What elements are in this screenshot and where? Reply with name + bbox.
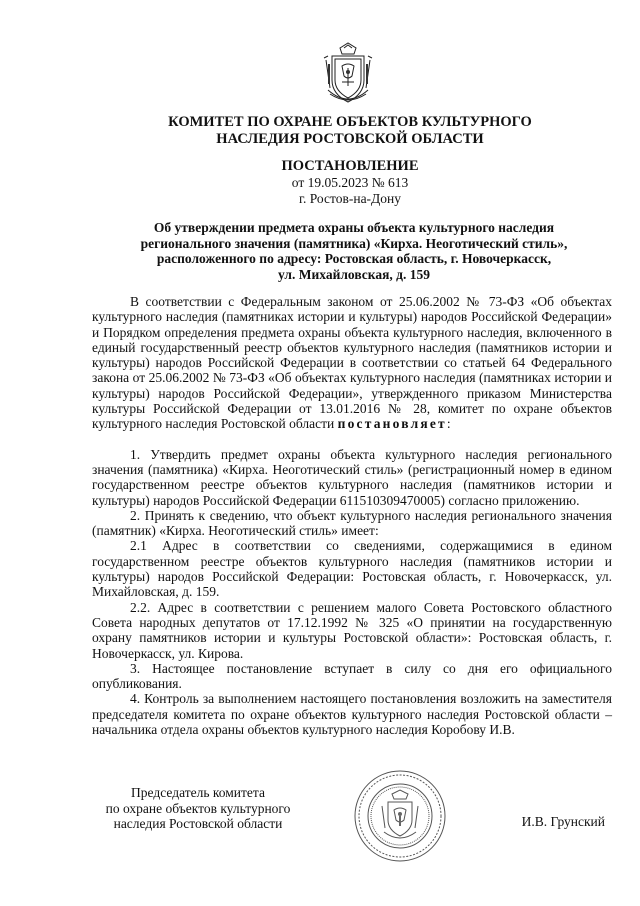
coat-of-arms-icon (322, 42, 374, 108)
signatory-title-line: наследия Ростовской области (113, 816, 283, 831)
org-name-line2: НАСЛЕДИЯ РОСТОВСКОЙ ОБЛАСТИ (216, 131, 484, 147)
subject-line: расположенного по адресу: Ростовская область, г. Новочеркасск, (156, 251, 552, 266)
signatory-title-line: Председатель комитета (131, 785, 265, 800)
item-2-1: 2.1 Адрес в соответствии со сведениями, содержащимися в едином государственном реестре объектов культурного наследия (памятников истории и культуры) народов Российской Федерации: Ростовская область, г. Новочеркасск, ул. Михайловская, д. 159. (92, 538, 612, 600)
document-body (92, 294, 612, 737)
item-1: 1. Утвердить предмет охраны объекта культурного наследия регионального значения (памятника) «Кирха. Неоготический стиль» (регистрационный номер в едином государственном реестре объектов культурного наследия (памятников истории и культуры) народов Российской Федерации 611510309470005) согласно приложению. (92, 446, 612, 508)
document-subject (96, 220, 612, 282)
org-name-line1: КОМИТЕТ ПО ОХРАНЕ ОБЪЕКТОВ КУЛЬТУРНОГО (168, 114, 532, 130)
preamble-text: В соответствии с Федеральным законом от 25.06.2002 № 73-ФЗ «Об объектах культурного наследия (памятниках истории и культуры) народов Российской Федерации» и Порядком определения предмета охраны объекта культурного наследия, включенного в единый государственный реестр объектов культурного наследия (памятников истории и культуры) народов Российской Федерации в соответствии со статьей 64 Федерального закона от 25.06.2002 № 73-ФЗ «Об объектах культурного наследия (памятниках истории и культуры) народов Российской Федерации», утвержденного приказом Министерства культуры Российской Федерации от 13.01.2016 № 28, комитет по охране объектов культурного наследия Ростовской области (92, 294, 612, 432)
preamble-paragraph (92, 294, 612, 432)
signatory-title (88, 785, 308, 832)
preamble-colon: : (446, 416, 451, 432)
item-3: 3. Настоящее постановление вступает в силу со дня его официального опубликования. (92, 660, 612, 692)
official-seal-icon (352, 768, 448, 864)
document-date-number: от 19.05.2023 № 613 (291, 175, 409, 190)
resolution-keyword: постановляет (337, 416, 447, 432)
subject-line: Об утверждении предмета охраны объекта культурного наследия (153, 220, 555, 235)
signatory-title-line: по охране объектов культурного (105, 800, 291, 816)
org-name (60, 114, 640, 148)
item-2: 2. Принять к сведению, что объект культурного наследия регионального значения (памятник) «Кирха. Неоготический стиль» имеет: (92, 507, 612, 539)
item-2-2: 2.2. Адрес в соответствии с решением малого Совета Ростовского областного Совета народных депутатов от 17.12.1992 № 325 «О принятии на государственную охрану памятников истории и культуры Ростовской области»: Ростовская область, г. Новочеркасск, ул. Кирова. (92, 599, 612, 661)
signatory-name: И.В. Грунский (521, 814, 605, 829)
item-4: 4. Контроль за выполнением настоящего постановления возложить на заместителя председателя комитета по охране объектов культурного наследия Ростовской области – начальника отдела охраны объектов культурного наследия Коробову И.В. (92, 691, 612, 738)
document-type: ПОСТАНОВЛЕНИЕ (281, 158, 419, 174)
subject-line: ул. Михайловская, д. 159 (277, 266, 430, 282)
subject-line: регионального значения (памятника) «Кирха. Неоготический стиль», (140, 235, 568, 251)
document-city: г. Ростов-на-Дону (298, 191, 401, 206)
